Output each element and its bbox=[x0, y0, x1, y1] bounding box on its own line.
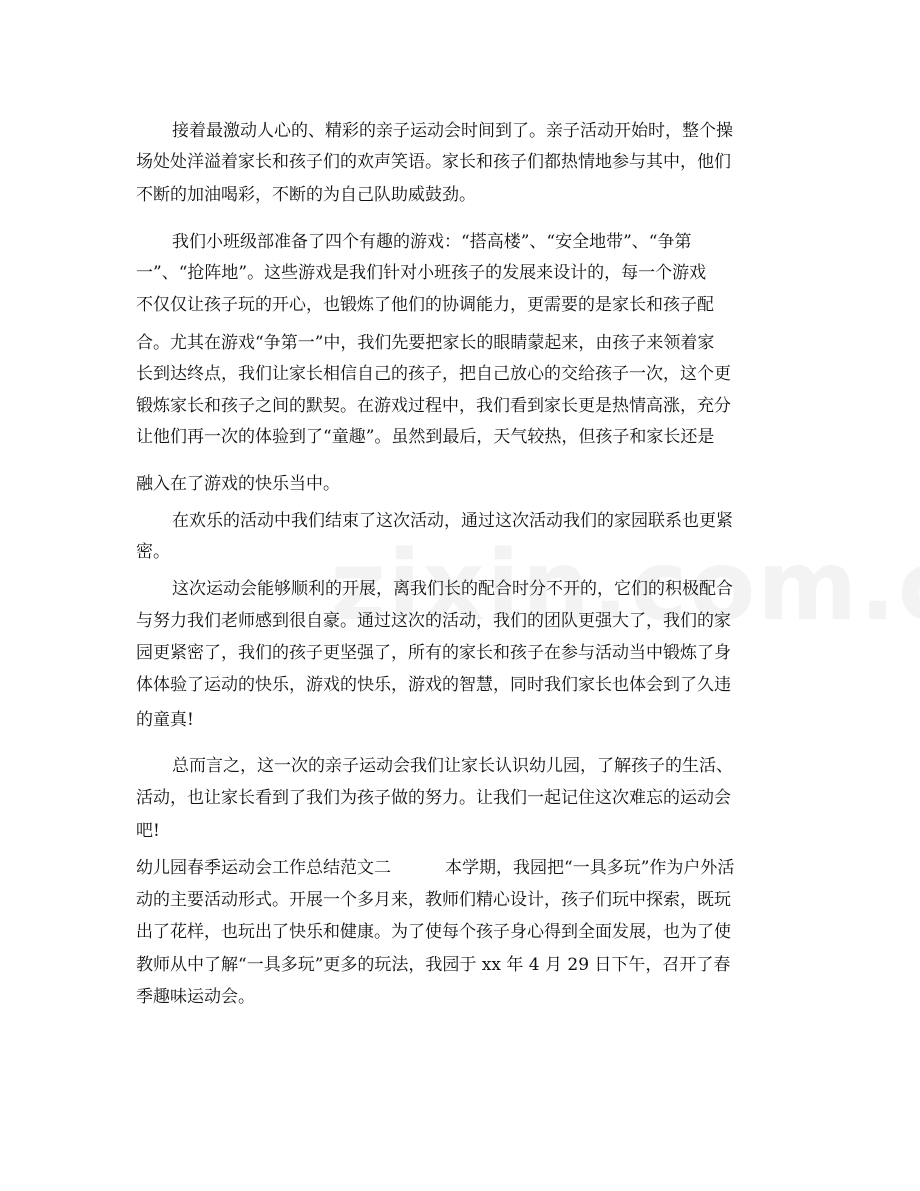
paragraph-6-line-2: 动的主要活动形式。开展一个多月来，教师们精心设计，孩子们玩中探索，既玩 bbox=[136, 890, 731, 910]
paragraph-2-line-3: 不仅仅让孩子玩的开心，也锻炼了他们的协调能力，更需要的是家长和孩子配 bbox=[136, 295, 714, 315]
paragraph-1-line-2: 场处处洋溢着家长和孩子们的欢声笑语。家长和孩子们都热情地参与其中，他们 bbox=[136, 152, 731, 172]
paragraph-6-line-5: 季趣味运动会。 bbox=[136, 987, 255, 1007]
paragraph-4-line-3: 园更紧密了，我们的孩子更坚强了，所有的家长和孩子在参与活动当中锻炼了身 bbox=[136, 643, 731, 663]
paragraph-1-line-1: 接着最激动人心的、精彩的亲子运动会时间到了。亲子活动开始时，整个操 bbox=[172, 121, 733, 141]
paragraph-4-line-1: 这次运动会能够顺利的开展，离我们长的配合时分不开的，它们的积极配合 bbox=[172, 579, 733, 599]
paragraph-2-line-4: 合。尤其在游戏“争第一”中，我们先要把家长的眼睛蒙起来，由孩子来领着家 bbox=[136, 333, 715, 353]
paragraph-2-line-5: 长到达终点，我们让家长相信自己的孩子，把自己放心的交给孩子一次，这个更 bbox=[136, 364, 731, 384]
paragraph-4-line-2: 与努力我们老师感到很自豪。通过这次的活动，我们的团队更强大了，我们的家 bbox=[136, 611, 731, 631]
paragraph-5-line-2: 活动，也让家长看到了我们为孩子做的努力。让我们一起记住这次难忘的运动会 bbox=[136, 788, 731, 808]
paragraph-2-line-8: 融入在了游戏的快乐当中。 bbox=[136, 474, 340, 494]
paragraph-6-line-3: 出了花样，也玩出了快乐和健康。为了使每个孩子身心得到全面发展，也为了使 bbox=[136, 922, 731, 942]
section-heading-line bbox=[136, 853, 920, 883]
paragraph-5-line-3: 吧! bbox=[136, 821, 160, 841]
paragraph-3-line-1: 在欢乐的活动中我们结束了这次活动，通过这次活动我们的家园联系也更紧 bbox=[172, 511, 733, 531]
section-first-line: 本学期，我园把“一具多玩”作为户外活 bbox=[445, 858, 735, 878]
paragraph-2-line-2: 一”、“抢阵地”。这些游戏是我们针对小班孩子的发展来设计的，每一个游戏 bbox=[136, 263, 707, 283]
paragraph-3-line-2: 密。 bbox=[136, 542, 170, 562]
paragraph-4-line-4: 体体验了运动的快乐，游戏的快乐，游戏的智慧，同时我们家长也体会到了久违 bbox=[136, 675, 731, 695]
paragraph-6-line-4: 教师从中了解“一具多玩”更多的玩法，我园于 xx 年 4 月 29 日下午，召开了春 bbox=[136, 955, 731, 975]
paragraph-2-line-1: 我们小班级部准备了四个有趣的游戏：“搭高楼”、“安全地带”、“争第 bbox=[172, 232, 692, 252]
paragraph-2-line-7: 让他们再一次的体验到了“童趣”。虽然到最后，天气较热，但孩子和家长还是 bbox=[136, 427, 715, 447]
section-heading: 幼儿园春季运动会工作总结范文二 bbox=[136, 858, 391, 878]
paragraph-1-line-3: 不断的加油喝彩，不断的为自己队助威鼓劲。 bbox=[136, 185, 476, 205]
paragraph-5-line-1: 总而言之，这一次的亲子运动会我们让家长认识幼儿园，了解孩子的生活、 bbox=[172, 756, 733, 776]
paragraph-2-line-6: 锻炼家长和孩子之间的默契。在游戏过程中，我们看到家长更是热情高涨，充分 bbox=[136, 396, 731, 416]
paragraph-4-line-5: 的童真! bbox=[136, 710, 194, 730]
